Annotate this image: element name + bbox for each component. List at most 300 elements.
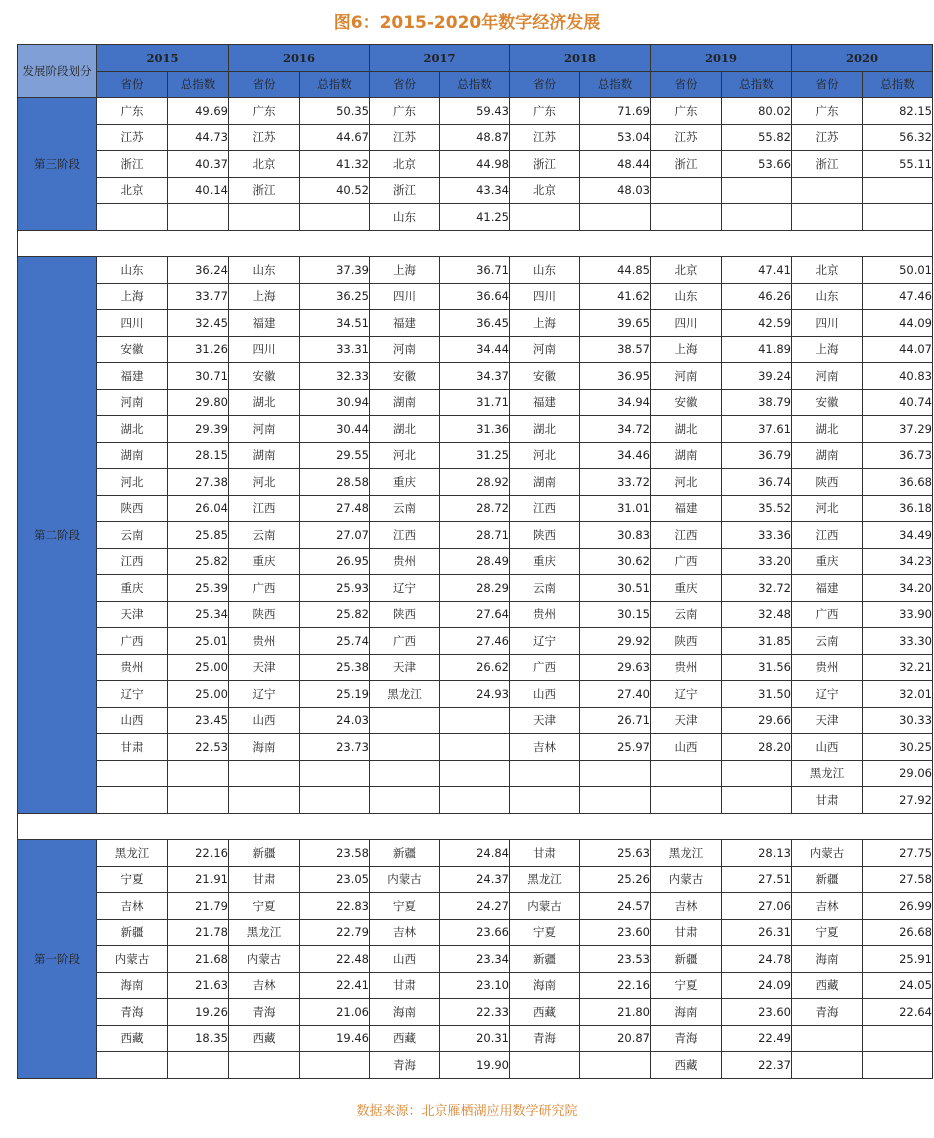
index-cell: 47.41 xyxy=(722,257,792,284)
index-cell: 33.72 xyxy=(580,469,651,496)
province-cell: 北京 xyxy=(229,151,300,178)
index-cell xyxy=(580,204,651,231)
province-cell: 湖南 xyxy=(792,442,863,469)
province-cell: 重庆 xyxy=(510,548,580,575)
province-cell: 青海 xyxy=(510,1025,580,1052)
index-cell: 27.75 xyxy=(863,840,933,867)
index-cell: 36.64 xyxy=(440,283,510,310)
stage-gap xyxy=(18,813,933,840)
province-cell xyxy=(229,760,300,787)
province-cell: 安徽 xyxy=(97,336,168,363)
province-cell: 湖北 xyxy=(792,416,863,443)
index-cell: 41.89 xyxy=(722,336,792,363)
province-cell: 广西 xyxy=(651,548,722,575)
index-cell: 44.09 xyxy=(863,310,933,337)
index-cell: 36.45 xyxy=(440,310,510,337)
index-cell: 38.57 xyxy=(580,336,651,363)
index-cell: 29.92 xyxy=(580,628,651,655)
province-cell: 山西 xyxy=(370,946,440,973)
province-cell: 新疆 xyxy=(651,946,722,973)
index-cell: 40.83 xyxy=(863,363,933,390)
province-cell: 重庆 xyxy=(229,548,300,575)
table-row xyxy=(18,654,933,681)
index-cell: 33.90 xyxy=(863,601,933,628)
province-cell: 西藏 xyxy=(97,1025,168,1052)
index-cell: 25.26 xyxy=(580,866,651,893)
index-cell: 38.79 xyxy=(722,389,792,416)
province-cell xyxy=(229,1052,300,1079)
index-cell: 34.37 xyxy=(440,363,510,390)
stage-first-group xyxy=(18,840,933,1079)
table-row xyxy=(18,522,933,549)
index-cell: 28.72 xyxy=(440,495,510,522)
index-cell: 33.36 xyxy=(722,522,792,549)
index-cell: 21.68 xyxy=(168,946,229,973)
province-cell: 安徽 xyxy=(792,389,863,416)
province-cell: 上海 xyxy=(97,283,168,310)
province-cell: 山东 xyxy=(370,204,440,231)
index-cell: 34.23 xyxy=(863,548,933,575)
province-cell: 海南 xyxy=(792,946,863,973)
index-cell xyxy=(863,204,933,231)
table-row xyxy=(18,416,933,443)
index-cell xyxy=(440,787,510,814)
province-cell xyxy=(97,1052,168,1079)
table-row xyxy=(18,204,933,231)
index-cell xyxy=(168,760,229,787)
province-cell: 上海 xyxy=(510,310,580,337)
province-cell: 青海 xyxy=(370,1052,440,1079)
index-cell: 39.65 xyxy=(580,310,651,337)
province-cell: 四川 xyxy=(651,310,722,337)
table-row xyxy=(18,760,933,787)
province-cell xyxy=(229,787,300,814)
index-cell: 25.34 xyxy=(168,601,229,628)
table-row xyxy=(18,124,933,151)
index-cell: 27.46 xyxy=(440,628,510,655)
index-cell xyxy=(863,1025,933,1052)
index-cell: 26.99 xyxy=(863,893,933,920)
index-cell: 28.20 xyxy=(722,734,792,761)
index-cell: 24.93 xyxy=(440,681,510,708)
table-row xyxy=(18,972,933,999)
province-cell: 黑龙江 xyxy=(651,840,722,867)
index-cell: 23.66 xyxy=(440,919,510,946)
index-cell: 36.73 xyxy=(863,442,933,469)
province-cell xyxy=(97,760,168,787)
province-cell: 陕西 xyxy=(229,601,300,628)
index-cell xyxy=(863,177,933,204)
index-cell xyxy=(300,1052,370,1079)
province-cell: 福建 xyxy=(510,389,580,416)
index-cell: 29.06 xyxy=(863,760,933,787)
province-cell: 海南 xyxy=(97,972,168,999)
table-row xyxy=(18,98,933,125)
province-cell xyxy=(370,760,440,787)
index-cell: 36.71 xyxy=(440,257,510,284)
province-cell: 云南 xyxy=(651,601,722,628)
province-cell: 湖北 xyxy=(651,416,722,443)
index-cell: 36.25 xyxy=(300,283,370,310)
province-cell: 福建 xyxy=(370,310,440,337)
province-cell xyxy=(370,707,440,734)
index-cell: 44.67 xyxy=(300,124,370,151)
province-cell: 湖北 xyxy=(510,416,580,443)
province-cell: 宁夏 xyxy=(792,919,863,946)
index-cell xyxy=(580,787,651,814)
index-cell: 18.35 xyxy=(168,1025,229,1052)
table-row xyxy=(18,389,933,416)
province-cell: 新疆 xyxy=(229,840,300,867)
index-cell xyxy=(863,1052,933,1079)
page-title: 图6：2015-2020年数字经济发展 xyxy=(333,13,601,33)
table-row xyxy=(18,442,933,469)
index-cell: 35.52 xyxy=(722,495,792,522)
province-cell: 湖南 xyxy=(510,469,580,496)
index-cell: 32.21 xyxy=(863,654,933,681)
province-cell: 海南 xyxy=(651,999,722,1026)
index-cell: 22.64 xyxy=(863,999,933,1026)
province-cell: 辽宁 xyxy=(370,575,440,602)
province-cell: 吉林 xyxy=(510,734,580,761)
index-cell: 36.79 xyxy=(722,442,792,469)
index-cell: 59.43 xyxy=(440,98,510,125)
index-cell: 40.74 xyxy=(863,389,933,416)
province-cell: 天津 xyxy=(229,654,300,681)
province-cell: 浙江 xyxy=(792,151,863,178)
index-cell: 26.68 xyxy=(863,919,933,946)
province-cell: 西藏 xyxy=(370,1025,440,1052)
index-cell: 33.77 xyxy=(168,283,229,310)
index-cell: 26.62 xyxy=(440,654,510,681)
province-cell: 江苏 xyxy=(792,124,863,151)
province-cell: 广西 xyxy=(370,628,440,655)
index-cell: 31.26 xyxy=(168,336,229,363)
province-cell: 西藏 xyxy=(510,999,580,1026)
index-cell: 80.02 xyxy=(722,98,792,125)
year-header: 2018 xyxy=(510,45,651,72)
province-cell: 江西 xyxy=(229,495,300,522)
province-cell: 辽宁 xyxy=(651,681,722,708)
province-cell: 内蒙古 xyxy=(510,893,580,920)
index-cell: 32.01 xyxy=(863,681,933,708)
index-cell: 21.80 xyxy=(580,999,651,1026)
province-cell xyxy=(651,204,722,231)
index-cell: 53.04 xyxy=(580,124,651,151)
year-header: 2017 xyxy=(370,45,510,72)
province-cell: 安徽 xyxy=(510,363,580,390)
province-cell: 重庆 xyxy=(97,575,168,602)
index-cell: 28.58 xyxy=(300,469,370,496)
province-cell: 陕西 xyxy=(792,469,863,496)
province-cell: 辽宁 xyxy=(510,628,580,655)
index-cell: 34.49 xyxy=(863,522,933,549)
index-cell: 32.45 xyxy=(168,310,229,337)
index-cell: 40.37 xyxy=(168,151,229,178)
index-cell: 24.57 xyxy=(580,893,651,920)
index-cell: 29.80 xyxy=(168,389,229,416)
gap-row-group xyxy=(18,813,933,840)
province-cell xyxy=(792,1052,863,1079)
index-cell: 25.38 xyxy=(300,654,370,681)
index-cell: 23.45 xyxy=(168,707,229,734)
province-cell: 福建 xyxy=(229,310,300,337)
year-header: 2019 xyxy=(651,45,792,72)
index-cell: 31.25 xyxy=(440,442,510,469)
index-header: 总指数 xyxy=(722,71,792,98)
province-cell: 甘肃 xyxy=(792,787,863,814)
province-header: 省份 xyxy=(97,71,168,98)
index-cell: 22.79 xyxy=(300,919,370,946)
province-cell: 江苏 xyxy=(229,124,300,151)
province-cell: 上海 xyxy=(792,336,863,363)
province-cell: 海南 xyxy=(229,734,300,761)
index-cell xyxy=(440,760,510,787)
index-cell: 44.07 xyxy=(863,336,933,363)
index-cell: 36.95 xyxy=(580,363,651,390)
index-header: 总指数 xyxy=(300,71,370,98)
province-cell: 北京 xyxy=(651,257,722,284)
index-cell: 44.73 xyxy=(168,124,229,151)
province-cell: 新疆 xyxy=(792,866,863,893)
index-cell: 30.51 xyxy=(580,575,651,602)
province-cell: 黑龙江 xyxy=(97,840,168,867)
index-cell: 34.72 xyxy=(580,416,651,443)
index-cell: 48.87 xyxy=(440,124,510,151)
index-cell: 24.78 xyxy=(722,946,792,973)
index-cell: 29.63 xyxy=(580,654,651,681)
province-cell: 天津 xyxy=(651,707,722,734)
province-cell: 北京 xyxy=(370,151,440,178)
province-cell: 辽宁 xyxy=(97,681,168,708)
index-cell: 23.10 xyxy=(440,972,510,999)
table-row xyxy=(18,257,933,284)
province-cell: 安徽 xyxy=(651,389,722,416)
province-cell: 浙江 xyxy=(229,177,300,204)
province-cell: 山东 xyxy=(792,283,863,310)
province-cell: 福建 xyxy=(792,575,863,602)
index-cell: 27.07 xyxy=(300,522,370,549)
index-cell xyxy=(168,787,229,814)
index-cell: 27.51 xyxy=(722,866,792,893)
province-cell: 江苏 xyxy=(651,124,722,151)
province-cell: 广西 xyxy=(792,601,863,628)
index-cell xyxy=(722,760,792,787)
index-cell: 31.36 xyxy=(440,416,510,443)
province-cell: 吉林 xyxy=(651,893,722,920)
index-cell: 22.41 xyxy=(300,972,370,999)
index-cell xyxy=(440,734,510,761)
province-cell: 湖南 xyxy=(651,442,722,469)
province-cell: 浙江 xyxy=(97,151,168,178)
index-cell: 22.16 xyxy=(580,972,651,999)
province-cell: 云南 xyxy=(510,575,580,602)
province-cell xyxy=(792,1025,863,1052)
index-cell xyxy=(168,1052,229,1079)
province-cell: 天津 xyxy=(510,707,580,734)
province-cell: 吉林 xyxy=(370,919,440,946)
province-cell xyxy=(229,204,300,231)
province-header: 省份 xyxy=(792,71,863,98)
index-cell: 31.50 xyxy=(722,681,792,708)
index-cell: 21.63 xyxy=(168,972,229,999)
index-cell: 26.04 xyxy=(168,495,229,522)
province-cell: 河南 xyxy=(370,336,440,363)
index-cell: 82.15 xyxy=(863,98,933,125)
index-cell: 27.06 xyxy=(722,893,792,920)
index-cell: 50.01 xyxy=(863,257,933,284)
province-cell: 内蒙古 xyxy=(229,946,300,973)
province-cell: 天津 xyxy=(97,601,168,628)
index-cell: 24.27 xyxy=(440,893,510,920)
index-header: 总指数 xyxy=(863,71,933,98)
province-cell xyxy=(97,204,168,231)
stage-third-group xyxy=(18,98,933,231)
index-cell: 43.34 xyxy=(440,177,510,204)
index-cell: 37.29 xyxy=(863,416,933,443)
province-cell: 甘肃 xyxy=(651,919,722,946)
index-cell: 25.00 xyxy=(168,654,229,681)
province-cell: 黑龙江 xyxy=(229,919,300,946)
index-cell: 37.61 xyxy=(722,416,792,443)
province-cell xyxy=(792,204,863,231)
province-cell: 青海 xyxy=(651,1025,722,1052)
index-cell: 27.92 xyxy=(863,787,933,814)
index-cell xyxy=(300,760,370,787)
index-cell: 29.55 xyxy=(300,442,370,469)
province-cell: 山东 xyxy=(229,257,300,284)
data-source-note: 数据来源：北京雁栖湖应用数学研究院 xyxy=(356,1104,578,1119)
index-header: 总指数 xyxy=(440,71,510,98)
table-row xyxy=(18,151,933,178)
province-cell: 内蒙古 xyxy=(370,866,440,893)
province-cell: 西藏 xyxy=(651,1052,722,1079)
index-cell: 31.01 xyxy=(580,495,651,522)
province-cell: 贵州 xyxy=(97,654,168,681)
index-cell: 22.83 xyxy=(300,893,370,920)
province-cell: 陕西 xyxy=(97,495,168,522)
province-cell: 贵州 xyxy=(510,601,580,628)
stage-label: 第三阶段 xyxy=(18,98,97,231)
province-cell: 宁夏 xyxy=(370,893,440,920)
province-cell: 安徽 xyxy=(229,363,300,390)
year-header: 2020 xyxy=(792,45,933,72)
province-cell: 云南 xyxy=(370,495,440,522)
province-cell: 天津 xyxy=(792,707,863,734)
index-cell: 34.51 xyxy=(300,310,370,337)
index-cell: 32.48 xyxy=(722,601,792,628)
index-cell xyxy=(580,760,651,787)
province-cell: 甘肃 xyxy=(370,972,440,999)
index-cell: 30.15 xyxy=(580,601,651,628)
index-cell: 44.85 xyxy=(580,257,651,284)
province-cell: 宁夏 xyxy=(651,972,722,999)
index-cell: 21.91 xyxy=(168,866,229,893)
province-cell: 湖北 xyxy=(97,416,168,443)
table-row xyxy=(18,495,933,522)
province-cell: 江西 xyxy=(370,522,440,549)
province-cell: 陕西 xyxy=(651,628,722,655)
table-row xyxy=(18,893,933,920)
index-cell: 28.13 xyxy=(722,840,792,867)
province-header: 省份 xyxy=(510,71,580,98)
index-cell: 25.74 xyxy=(300,628,370,655)
province-cell xyxy=(510,760,580,787)
province-cell: 北京 xyxy=(510,177,580,204)
index-cell: 28.15 xyxy=(168,442,229,469)
index-cell: 30.94 xyxy=(300,389,370,416)
province-cell: 广东 xyxy=(370,98,440,125)
province-cell: 广西 xyxy=(97,628,168,655)
province-cell: 江苏 xyxy=(510,124,580,151)
province-cell: 河南 xyxy=(510,336,580,363)
index-cell: 29.66 xyxy=(722,707,792,734)
province-cell: 山东 xyxy=(510,257,580,284)
stage-label: 第一阶段 xyxy=(18,840,97,1079)
province-cell xyxy=(370,734,440,761)
index-cell: 27.64 xyxy=(440,601,510,628)
index-cell: 23.53 xyxy=(580,946,651,973)
index-cell: 28.29 xyxy=(440,575,510,602)
province-cell: 河北 xyxy=(97,469,168,496)
province-cell: 黑龙江 xyxy=(370,681,440,708)
province-cell: 云南 xyxy=(792,628,863,655)
index-cell: 50.35 xyxy=(300,98,370,125)
index-cell: 22.33 xyxy=(440,999,510,1026)
province-cell: 河北 xyxy=(229,469,300,496)
index-cell: 25.82 xyxy=(300,601,370,628)
index-cell: 25.93 xyxy=(300,575,370,602)
index-cell xyxy=(722,204,792,231)
table-row xyxy=(18,310,933,337)
index-cell: 30.33 xyxy=(863,707,933,734)
index-cell: 29.39 xyxy=(168,416,229,443)
index-cell: 19.90 xyxy=(440,1052,510,1079)
province-cell: 黑龙江 xyxy=(510,866,580,893)
province-cell: 上海 xyxy=(370,257,440,284)
index-cell: 25.97 xyxy=(580,734,651,761)
index-cell: 27.58 xyxy=(863,866,933,893)
table-row xyxy=(18,866,933,893)
index-cell: 41.32 xyxy=(300,151,370,178)
index-cell xyxy=(440,707,510,734)
province-cell: 内蒙古 xyxy=(792,840,863,867)
province-cell: 海南 xyxy=(370,999,440,1026)
province-cell: 新疆 xyxy=(370,840,440,867)
province-header: 省份 xyxy=(229,71,300,98)
province-cell: 浙江 xyxy=(370,177,440,204)
index-cell: 55.82 xyxy=(722,124,792,151)
province-cell: 云南 xyxy=(97,522,168,549)
province-cell: 贵州 xyxy=(370,548,440,575)
table-row xyxy=(18,681,933,708)
index-cell: 25.00 xyxy=(168,681,229,708)
stage-label: 第二阶段 xyxy=(18,257,97,814)
province-cell: 山西 xyxy=(651,734,722,761)
province-cell xyxy=(651,787,722,814)
province-cell: 新疆 xyxy=(97,919,168,946)
province-cell: 天津 xyxy=(370,654,440,681)
index-cell: 30.83 xyxy=(580,522,651,549)
province-cell: 青海 xyxy=(97,999,168,1026)
province-cell: 青海 xyxy=(229,999,300,1026)
index-cell: 33.30 xyxy=(863,628,933,655)
year-header-row xyxy=(18,45,933,72)
province-cell: 西藏 xyxy=(792,972,863,999)
province-cell: 广东 xyxy=(510,98,580,125)
index-cell: 21.06 xyxy=(300,999,370,1026)
table-row xyxy=(18,1025,933,1052)
